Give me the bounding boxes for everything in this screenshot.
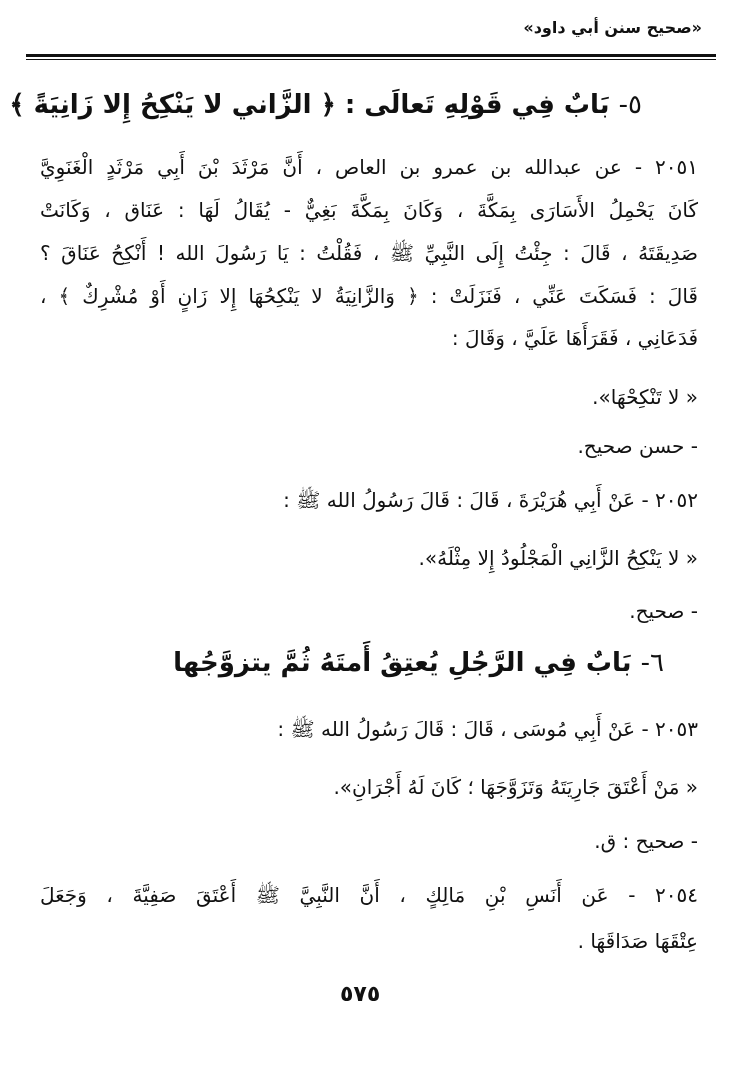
running-header: «صحيح سنن أبي داود»	[523, 18, 702, 37]
header-rule-thick	[26, 54, 716, 57]
hadith-2054-line-1: ٢٠٥٤ - عَن أَنَسِ بْنِ مَالِكٍ ، أَنَّ النَّبِيَّ ﷺ أَعْتَقَ صَفِيَّةَ ، وَجَعَلَ	[40, 883, 698, 907]
hadith-2053-line: ٢٠٥٣ - عَنْ أَبِي مُوسَى ، قَالَ : قَالَ رَسُولُ الله ﷺ :	[277, 717, 698, 741]
hadith-2053-quote: « مَنْ أَعْتَقَ جَارِيَتَهُ وَتَزَوَّجَهَا ؛ كَانَ لَهُ أَجْرَانِ».	[333, 775, 698, 799]
hadith-2051-quote: « لا تَنْكِحْهَا».	[592, 385, 698, 409]
section-number: ٦-	[640, 648, 664, 678]
section-title: بَابٌ فِي الرَّجُلِ يُعتِقُ أَمتَهُ ثُمَّ يتزوَّجُها	[173, 648, 632, 678]
hadith-2053-grade: - صحيح : ق.	[594, 829, 698, 853]
hadith-2052-line: ٢٠٥٢ - عَنْ أَبِي هُرَيْرَةَ ، قَالَ : قَالَ رَسُولُ الله ﷺ :	[283, 488, 698, 512]
page-number: ٥٧٥	[340, 982, 381, 1007]
hadith-2052-grade: - صحيح.	[629, 599, 698, 623]
header-rule-thin	[26, 59, 716, 60]
section-title: بَابٌ فِي قَوْلِهِ تَعالَى : ﴿ الزَّاني لا يَنْكِحُ إِلا زَانِيَةً ﴾	[9, 90, 610, 120]
section-6-heading	[173, 648, 664, 678]
hadith-2051-grade: - حسن صحيح.	[577, 434, 698, 458]
hadith-2051-line-4: قَالَ : فَسَكَتَ عَنِّي ، فَنَزَلَتْ : ﴿ وَالزَّانِيَةُ لا يَنْكِحُهَا إِلا زَانٍ أَوْ مُشْرِكٌ ﴾ ،	[40, 284, 698, 308]
hadith-2054-line-2: عِتْقَهَا صَدَاقَهَا .	[577, 929, 698, 953]
hadith-2051-line-2: كَانَ يَحْمِلُ الأَسَارَى بِمَكَّةَ ، وَكَانَ بِمَكَّةَ بَغِيٌّ - يُقَالُ لَهَا : عَنَاق ، وَكَانَتْ	[40, 198, 698, 222]
hadith-2051-line-5: فَدَعَانِي ، فَقَرَأَهَا عَلَيَّ ، وَقَالَ :	[451, 326, 698, 350]
hadith-2051-line-1: ٢٠٥١ - عن عبدالله بن عمرو بن العاص ، أَنَّ مَرْثَدَ بْنَ أَبِي مَرْثَدٍ الْغَنَوِيَّ	[40, 155, 698, 179]
section-5-heading	[9, 90, 642, 120]
section-number: ٥-	[618, 90, 642, 120]
hadith-2052-quote: « لا يَنْكِحُ الزَّانِي الْمَجْلُودُ إِلا مِثْلَهُ».	[418, 546, 698, 570]
hadith-2051-line-3: صَدِيقَتَهُ ، قَالَ : جِئْتُ إِلَى النَّبِيِّ ﷺ ، فَقُلْتُ : يَا رَسُولَ الله ! أَنْكِحُ عَنَاقَ ؟	[40, 241, 698, 265]
